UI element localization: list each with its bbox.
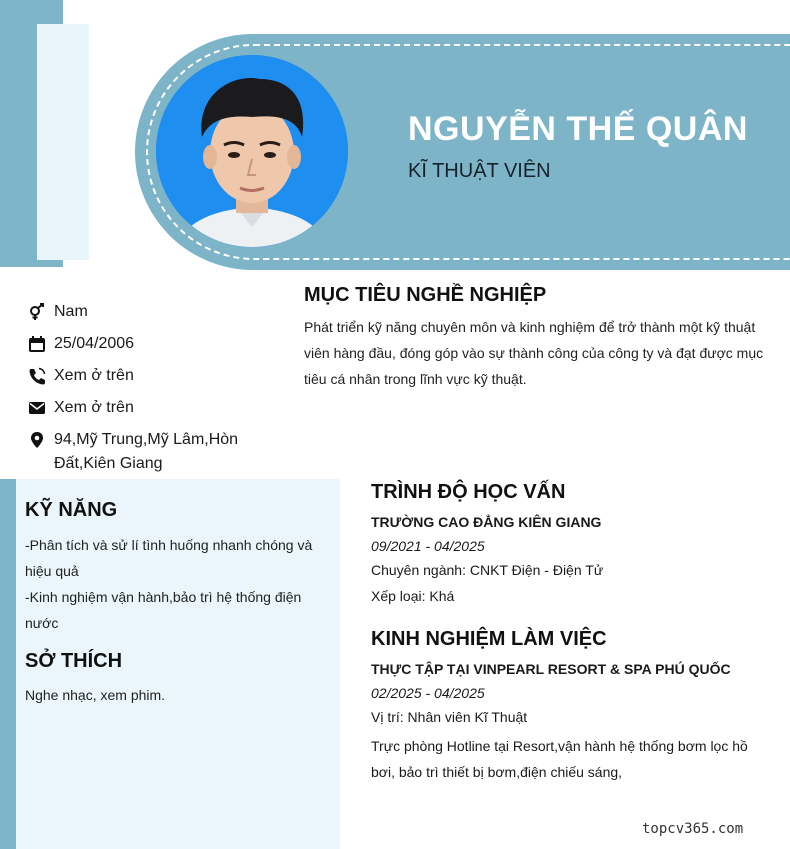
education-major: Chuyên ngành: CNKT Điện - Điện Tử: [371, 562, 604, 578]
contact-phone: [28, 364, 268, 388]
phone-icon: [28, 364, 54, 388]
contact-email: [28, 396, 268, 420]
education-school: TRƯỜNG CAO ĐẲNG KIÊN GIANG: [371, 514, 602, 530]
mail-icon: [28, 396, 54, 420]
profile-name: NGUYỄN THẾ QUÂN: [408, 110, 748, 148]
hobbies-text: Nghe nhạc, xem phim.: [25, 687, 166, 703]
experience-description: Trực phòng Hotline tại Resort,vận hành hệ thống bơm lọc hồ bơi, bảo trì thiết bị bơm,điện chiếu sáng,: [371, 738, 748, 780]
education-date: 09/2021 - 04/2025: [371, 538, 485, 554]
skill-item: -Phân tích và sử lí tình huống nhanh chóng và hiệu quả: [25, 537, 313, 579]
header-accent-inner: [37, 24, 89, 260]
skills-list: [25, 532, 325, 636]
calendar-icon: [28, 332, 54, 356]
contact-address: [28, 428, 268, 476]
contact-phone-value: Xem ở trên: [54, 367, 134, 384]
panel-accent-stripe: [0, 479, 16, 849]
education-rank: Xếp loại: Khá: [371, 588, 455, 604]
profile-photo: [156, 55, 348, 247]
contact-gender: [28, 300, 268, 324]
profile-job-title: KĨ THUẬT VIÊN: [408, 160, 551, 182]
education-title: TRÌNH ĐỘ HỌC VẤN: [371, 481, 566, 503]
objective-text: Phát triển kỹ năng chuyên môn và kinh nghiệm để trở thành một kỹ thuật viên hàng đầu, đóng góp vào sự thành công của công ty và đạt được mục tiêu cá nhân trong lĩnh vực kỹ thuật.: [304, 319, 764, 387]
location-pin-icon: [28, 428, 54, 452]
hobbies-title: SỞ THÍCH: [25, 650, 123, 672]
skills-title: KỸ NĂNG: [25, 499, 118, 521]
experience-company: THỰC TẬP TẠI VINPEARL RESORT & SPA PHÚ QUỐC: [371, 661, 731, 677]
experience-date: 02/2025 - 04/2025: [371, 685, 485, 701]
skill-item: -Kinh nghiệm vận hành,bảo trì hệ thống điện nước: [25, 589, 302, 631]
contact-address-value: 94,Mỹ Trung,Mỹ Lâm,Hòn Đất,Kiên Giang: [54, 431, 239, 472]
experience-role: Vị trí: Nhân viên Kĩ Thuật: [371, 709, 528, 725]
experience-title: KINH NGHIỆM LÀM VIỆC: [371, 628, 607, 650]
contact-email-value: Xem ở trên: [54, 399, 134, 416]
objective-title: MỤC TIÊU NGHỀ NGHIỆP: [304, 284, 547, 306]
contact-birthday-value: 25/04/2006: [54, 335, 135, 352]
gender-icon: [28, 300, 54, 324]
footer-watermark: topcv365.com: [642, 821, 744, 837]
contact-list: [28, 300, 268, 484]
contact-gender-value: Nam: [54, 303, 88, 320]
contact-birthday: [28, 332, 268, 356]
